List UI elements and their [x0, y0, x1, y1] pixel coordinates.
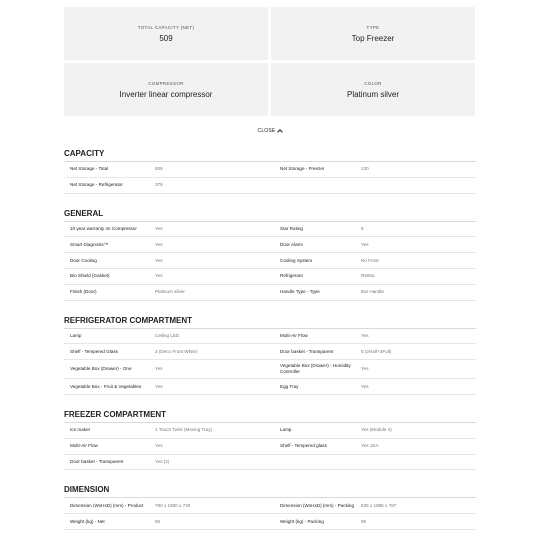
spec-key: Door basket - Transparent [70, 458, 124, 464]
spec-page [64, 7, 476, 530]
chevron-up-icon [278, 129, 284, 135]
spec-value: Bar Handle [361, 289, 384, 295]
spec-key: Multi-Air Flow [70, 443, 98, 449]
spec-section [64, 482, 476, 530]
spec-cell [64, 440, 270, 452]
spec-cell [64, 270, 270, 282]
spec-value: Yes [155, 241, 163, 247]
spec-value: Yes (2) [155, 458, 170, 464]
spec-key: Weight (kg) - Net [70, 518, 105, 524]
spec-cell [270, 516, 476, 528]
spec-cell [270, 255, 476, 267]
spec-value: 3 (Deco Front White) [155, 348, 198, 354]
spec-cell [64, 456, 270, 468]
summary-value: Inverter linear compressor [119, 89, 213, 99]
spec-cell [270, 223, 476, 235]
summary-value: 509 [159, 33, 173, 43]
spec-sections [64, 146, 476, 530]
spec-cell [64, 363, 270, 375]
spec-row [64, 269, 476, 285]
spec-cell [270, 239, 476, 251]
section-gap [64, 395, 476, 407]
spec-value: Yes [155, 366, 163, 372]
spec-cell [64, 255, 270, 267]
spec-key: Shelf - Tempered glass [280, 443, 327, 449]
spec-value: Yes [361, 332, 369, 338]
spec-value: 90 [361, 518, 367, 524]
spec-key: Vegetable Box (Drawer) - Humidity Controller [280, 363, 351, 375]
spec-value: No Frost [361, 257, 379, 263]
spec-key: Door Alarm [280, 241, 303, 247]
spec-cell [270, 270, 476, 282]
spec-row [64, 253, 476, 269]
spec-key: Refrigerant [280, 273, 303, 279]
spec-row [64, 423, 476, 439]
summary-value: Top Freezer [351, 33, 395, 43]
spec-cell [64, 223, 270, 235]
spec-key: 10 year warranty on Compressor [70, 225, 137, 231]
spec-cell [64, 346, 270, 358]
spec-key: Door Cooling [70, 257, 97, 263]
section-title: FREEZER COMPARTMENT [64, 407, 476, 423]
spec-key: Dimension (WxHxD) (mm) - Packing [280, 502, 355, 508]
key-spec-summary [64, 7, 476, 116]
spec-key: Weight (kg) - Packing [280, 518, 324, 524]
spec-cell [64, 424, 270, 436]
spec-value: Yes [361, 241, 369, 247]
close-specs-button[interactable] [64, 116, 476, 146]
spec-value: R600a [361, 273, 375, 279]
spec-value: Yes [361, 366, 369, 372]
spec-section [64, 146, 476, 194]
spec-key: Handle Type - Type [280, 289, 320, 295]
spec-row [64, 329, 476, 345]
spec-row [64, 514, 476, 530]
spec-section [64, 407, 476, 470]
spec-value: Yes [155, 273, 163, 279]
spec-key: Smart Diagnosis™ [70, 241, 109, 247]
spec-cell [64, 500, 270, 512]
spec-cell [64, 516, 270, 528]
spec-key: Shelf - Tempered Glass [70, 348, 118, 354]
spec-value: 5 (2Half+3Full) [361, 348, 392, 354]
spec-section [64, 313, 476, 395]
spec-cell [270, 346, 476, 358]
spec-value: Yes [155, 383, 163, 389]
spec-value: 835 x 1885 x 787 [361, 502, 397, 508]
spec-key: Net Storage - Refrigerator [70, 182, 123, 188]
spec-key: Net Storage - Freezer [280, 166, 325, 172]
spec-cell [270, 381, 476, 393]
section-title: REFRIGERATOR COMPARTMENT [64, 313, 476, 329]
spec-cell [270, 440, 476, 452]
spec-row [64, 222, 476, 238]
spec-value: Yes [155, 257, 163, 263]
spec-cell [270, 330, 476, 342]
summary-label: TOTAL CAPACITY (NET) [137, 24, 195, 30]
spec-key: Bio Shield (Gasket) [70, 273, 110, 279]
spec-value: 130 [361, 166, 369, 172]
spec-cell [270, 424, 476, 436]
spec-value: Ceiling LED [155, 332, 180, 338]
summary-value: Platinum silver [346, 89, 399, 99]
spec-key: Vegetable Box (Drawer) - One [70, 366, 132, 372]
spec-cell [64, 163, 270, 175]
spec-key: Net Storage - Total [70, 166, 109, 172]
spec-cell [270, 163, 476, 175]
summary-card-color [271, 63, 475, 116]
spec-value: 509 [155, 166, 163, 172]
section-title: CAPACITY [64, 146, 476, 162]
summary-card-capacity [64, 7, 268, 60]
spec-key: Finish (Door) [70, 289, 97, 295]
spec-value: Yes [155, 225, 163, 231]
spec-cell [270, 459, 476, 465]
summary-label: TYPE [366, 24, 380, 30]
spec-section [64, 206, 476, 301]
spec-cell [270, 182, 476, 188]
spec-cell [64, 286, 270, 298]
section-gap [64, 470, 476, 482]
spec-row [64, 439, 476, 455]
spec-key: Cooling System [280, 257, 313, 263]
spec-cell [64, 381, 270, 393]
spec-row [64, 162, 476, 178]
spec-value: 5 [361, 225, 364, 231]
summary-label: COLOR [364, 80, 382, 86]
spec-row [64, 498, 476, 514]
spec-row [64, 455, 476, 471]
section-title: DIMENSION [64, 482, 476, 498]
spec-cell [270, 500, 476, 512]
spec-cell [64, 330, 270, 342]
section-title: GENERAL [64, 206, 476, 222]
summary-card-compressor [64, 63, 268, 116]
spec-value: 80 [155, 518, 161, 524]
spec-cell [270, 286, 476, 298]
spec-cell [64, 239, 270, 251]
spec-value: 1 Touch Twist (Moving Tray) [155, 427, 213, 433]
spec-key: Dimension (WxHxD) (mm) - Product [70, 502, 144, 508]
spec-key: Door basket - Transparent [280, 348, 334, 354]
spec-value: 780 x 1800 x 730 [155, 502, 191, 508]
spec-cell [270, 360, 476, 378]
spec-key: Star Rating [280, 225, 303, 231]
spec-key: Multi-Air Flow [280, 332, 308, 338]
spec-row [64, 237, 476, 253]
spec-row [64, 360, 476, 379]
spec-value: 379 [155, 182, 163, 188]
spec-row [64, 178, 476, 194]
spec-value: Yes [155, 443, 163, 449]
spec-value: Yes (Module 4) [361, 427, 392, 433]
summary-label: COMPRESSOR [148, 80, 184, 86]
spec-key: Lamp [70, 332, 82, 338]
section-gap [64, 194, 476, 206]
spec-row [64, 285, 476, 301]
spec-value: Platinum silver [155, 289, 185, 295]
spec-value: Yes 1EA [361, 443, 379, 449]
spec-row [64, 344, 476, 360]
spec-key: Egg Tray [280, 383, 299, 389]
section-gap [64, 301, 476, 313]
summary-card-type [271, 7, 475, 60]
spec-row [64, 379, 476, 395]
spec-cell [64, 179, 270, 191]
spec-key: Lamp [280, 427, 292, 433]
spec-value: Yes [361, 383, 369, 389]
spec-key: Ice maker [70, 427, 91, 433]
close-label: CLOSE [257, 128, 276, 134]
spec-key: Vegetable Box - Fruit & Vegetables [70, 383, 142, 389]
